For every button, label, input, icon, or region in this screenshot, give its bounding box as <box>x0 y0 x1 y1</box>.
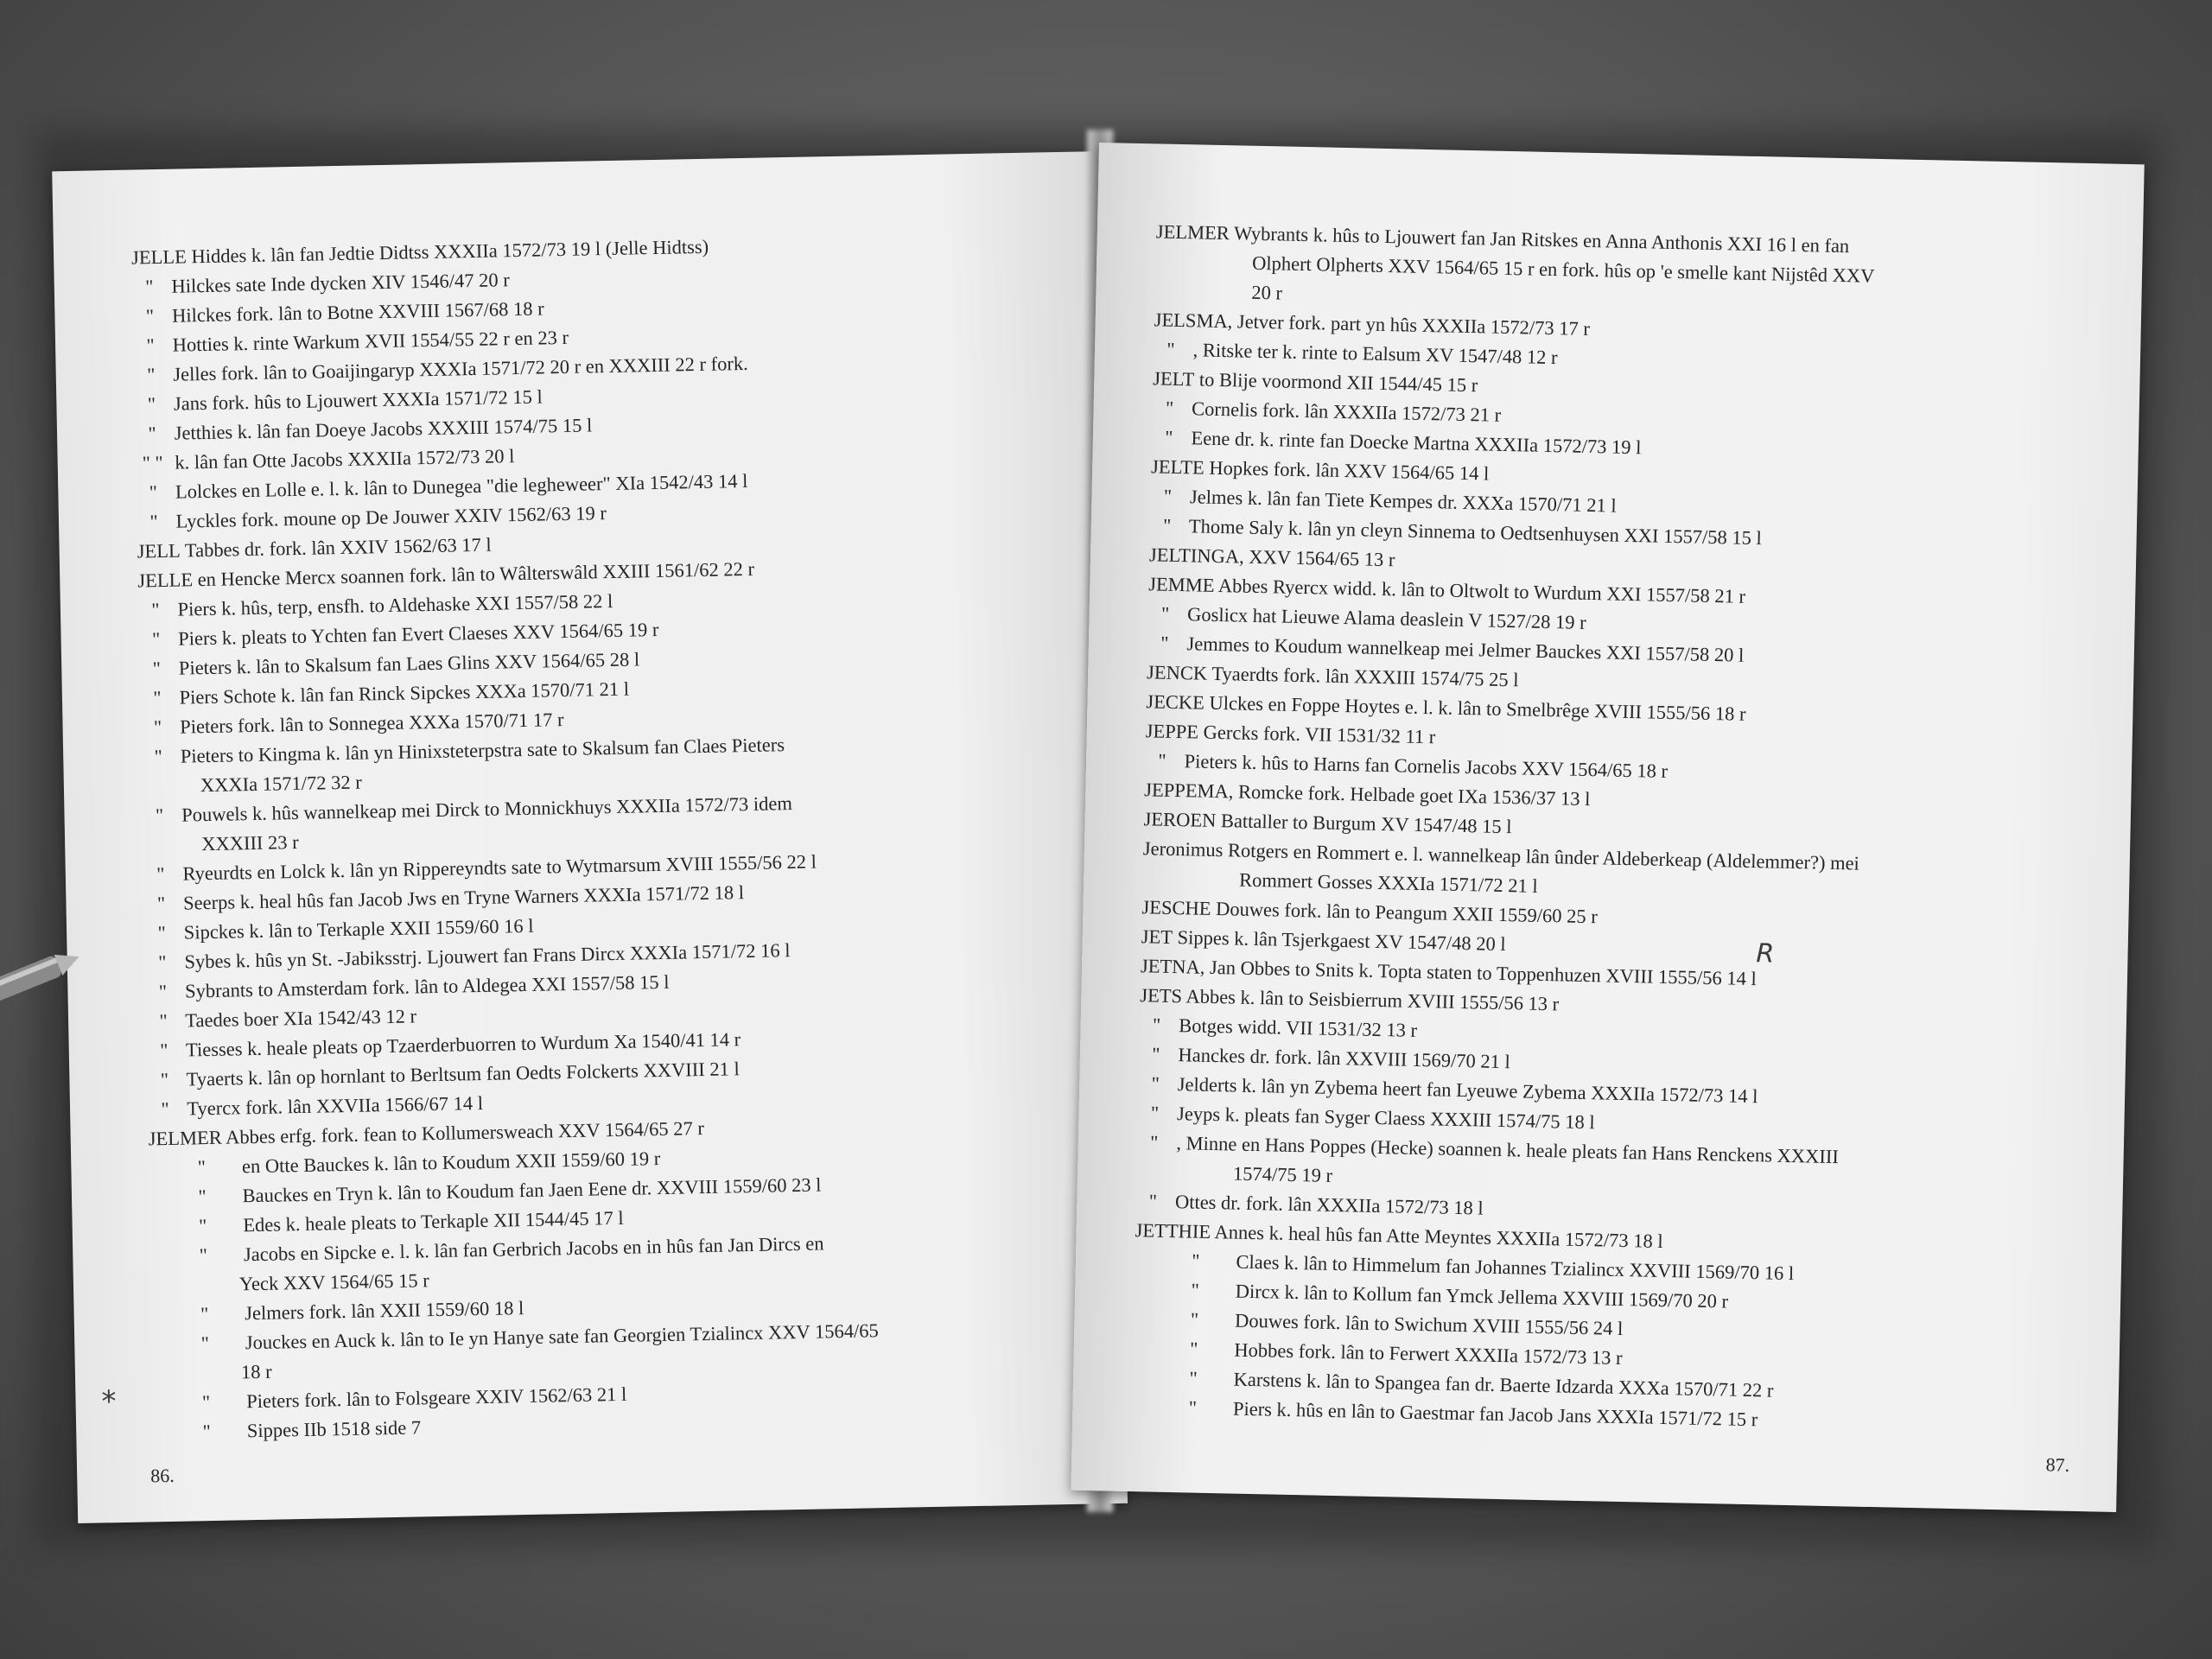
entry-text: Abbes erfg. fork. fean to Kollumersweach XXV 1564/65 27 r <box>225 1117 705 1148</box>
ditto-mark: " <box>200 1332 210 1355</box>
entry-text: Jan Obbes to Snits k. Topta staten to Toppenhuzen XVIII 1555/56 14 l <box>1209 956 1757 990</box>
entry-surname: JELMER <box>148 1126 222 1150</box>
entry-text: k. lân fan Otte Jacobs XXXIIa 1572/73 20 l <box>175 445 515 474</box>
ditto-mark: " <box>146 334 155 357</box>
entry-text: Tabbes dr. fork. lân XXIV 1562/63 17 l <box>184 533 492 562</box>
handwritten-r-mark: R <box>1756 938 1775 969</box>
entry-text: Piers k. hûs, terp, ensfh. to Aldehaske XXI 1557/58 22 l <box>177 589 613 620</box>
entry-surname: JELTINGA, <box>1148 543 1245 568</box>
entry-text: Goslicx hat Lieuwe Alama deaslein V 1527/28 19 r <box>1186 603 1586 633</box>
entry-text: Battaller to Burgum XV 1547/48 15 l <box>1220 810 1512 838</box>
entry-text: Yeck XXV 1564/65 15 r <box>238 1269 429 1295</box>
entry-surname: JET <box>1141 925 1173 948</box>
entry-text: Ryeurdts en Lolck k. lân yn Rippereyndts sate to Wytmarsum XVIII 1555/56 22 l <box>182 850 817 885</box>
entry-text: Douwes fork. lân to Swichum XVIII 1555/56 24 l <box>1234 1309 1624 1339</box>
ditto-mark: " <box>1166 338 1175 360</box>
entry-text: Hilckes sate Inde dycken XIV 1546/47 20 r <box>171 269 510 297</box>
entry-text: Lyckles fork. moune op De Jouwer XXIV 1562/63 19 r <box>175 502 607 532</box>
ditto-mark: " <box>1162 514 1172 537</box>
right-page-number: 87. <box>2045 1453 2070 1476</box>
ditto-mark: " <box>159 1039 168 1062</box>
entry-surname: JEPPE <box>1145 720 1199 743</box>
entry-text: Eene dr. k. rinte fan Doecke Martna XXXIIa 1572/73 19 l <box>1191 427 1642 459</box>
entry-surname: JELLE <box>137 569 194 592</box>
entry-text: Edes k. heale pleats to Terkaple XII 1544/45 17 l <box>243 1206 624 1236</box>
entry-text: Ottes dr. fork. lân XXXIIa 1572/73 18 l <box>1174 1191 1484 1219</box>
entry-surname: JECKE <box>1146 690 1205 714</box>
ditto-mark: " <box>145 305 155 327</box>
entry-text: Jouckes en Auck k. lân to Ie yn Hanye sate fan Georgien Tzialincx XXV 1564/65 <box>245 1319 879 1354</box>
ditto-mark: " <box>149 511 158 533</box>
entry-text: Ulckes en Foppe Hoytes e. l. k. lân to Smelbrêge XVIII 1555/56 18 r <box>1209 691 1746 725</box>
ditto-mark: " <box>149 481 158 504</box>
entry-text: Rommert Gosses XXXIa 1571/72 21 l <box>1238 868 1538 897</box>
entry-text: Dircx k. lân to Kollum fan Ymck Jellema XXVIII 1569/70 20 r <box>1235 1280 1729 1313</box>
entry-text: Jeyps k. pleats fan Syger Claess XXXIII 1574/75 18 l <box>1176 1103 1595 1134</box>
entry-text: Hiddes k. lân fan Jedtie Didtss XXXIIa 1572/73 19 l (Jelle Hidtss) <box>191 235 709 268</box>
entry-text: 20 r <box>1251 281 1283 304</box>
entry-text: Gercks fork. VII 1531/32 11 r <box>1203 721 1436 748</box>
entry-surname: JEROEN <box>1143 808 1217 832</box>
entry-text: 1574/75 19 r <box>1232 1162 1333 1186</box>
entry-text: Pieters to Kingma k. lân yn Hinixsteterpstra sate to Skalsum fan Claes Pieters <box>180 734 785 767</box>
ditto-mark: " <box>1150 1102 1160 1124</box>
ditto-mark: " <box>202 1421 212 1443</box>
entry-text: Abbes Ryercx widd. k. lân to Oltwolt to Wurdum XXI 1557/58 21 r <box>1217 575 1746 607</box>
entry-text: en Otte Bauckes k. lân to Koudum XXII 1559/60 19 r <box>241 1147 661 1178</box>
entry-text: Thome Saly k. lân yn cleyn Sinnema to Oedtsenhuysen XXI 1557/58 15 l <box>1188 515 1763 550</box>
entry-text: Sippes IIb 1518 side 7 <box>246 1416 422 1442</box>
entry-text: Wybrants k. hûs to Ljouwert fan Jan Ritskes en Anna Anthonis XXI 16 l en fan <box>1233 222 1850 257</box>
entry-text: Tiesses k. heale pleats op Tzaerderbuorren to Wurdum Xa 1540/41 14 r <box>185 1028 741 1061</box>
entry-surname: JELLE <box>130 245 188 269</box>
entry-text: Claes k. lân to Himmelum fan Johannes Tzialincx XXVIII 1569/70 16 l <box>1236 1250 1795 1285</box>
entry-text: Piers k. hûs en lân to Gaestmar fan Jacob Jans XXXIa 1571/72 15 r <box>1232 1397 1758 1431</box>
entry-surname: JESCHE <box>1141 896 1211 919</box>
entry-text: Karstens k. lân to Spangea fan dr. Baerte Idzarda XXXa 1570/71 22 r <box>1233 1368 1774 1402</box>
entry-text: Tyaerdts fork. lân XXXIII 1574/75 25 l <box>1211 662 1519 691</box>
entry-surname: JELTE <box>1150 455 1205 479</box>
entry-text: Jeronimus Rotgers en Rommert e. l. wannelkeap lân ûnder Aldeberkeap (Aldelemmer?) mei <box>1142 837 1860 874</box>
entry-text: Pieters k. lân to Skalsum fan Laes Glins XXV 1564/65 28 l <box>178 648 640 679</box>
entry-text: Abbes k. lân to Seisbierrum XVIII 1555/56 13 r <box>1185 985 1560 1015</box>
entry-text: XXV 1564/65 13 r <box>1249 545 1395 571</box>
ditto-mark: " <box>198 1185 207 1208</box>
entry-text: Pieters k. hûs to Harns fan Cornelis Jacobs XXV 1564/65 18 r <box>1184 750 1669 782</box>
ditto-mark: " <box>146 364 156 386</box>
entry-surname: JETNA, <box>1140 955 1205 978</box>
ditto-mark: " <box>153 687 162 709</box>
entry-surname: JELT <box>1153 367 1195 391</box>
ditto-mark: " <box>157 950 167 974</box>
entry-text: Hopkes fork. lân XXV 1564/65 14 l <box>1209 456 1490 485</box>
ditto-mark: " <box>151 599 160 621</box>
entry-text: Sybrants to Amsterdam fork. lân to Aldegea XXI 1557/58 15 l <box>184 970 670 1002</box>
entry-surname: JENCK <box>1146 661 1208 684</box>
ditto-mark: " <box>154 746 163 768</box>
entry-text: Seerps k. heal hûs fan Jacob Jws en Tryne Warners XXXIa 1571/72 18 l <box>182 881 745 914</box>
left-page-number: 86. <box>149 1464 175 1487</box>
ditto-mark: " <box>1190 1308 1199 1331</box>
ditto-mark: " <box>159 1009 168 1033</box>
entry-text: Jelmes k. lân fan Tiete Kempes dr. XXXa 1570/71 21 l <box>1189 486 1617 517</box>
ditto-mark: " <box>151 628 161 651</box>
entry-text: Annes k. heal hûs fan Atte Meyntes XXXIIa 1572/73 18 l <box>1214 1221 1663 1252</box>
entry-text: , Minne en Hans Poppes (Hecke) soannen k. heale pleats fan Hans Renckens XXXIII <box>1176 1132 1840 1168</box>
ditto-mark: " <box>147 393 156 416</box>
entry-text: Lolckes en Lolle e. l. k. lân to Dunegea "die legheweer" XIa 1542/43 14 l <box>175 469 748 503</box>
ditto-mark: " <box>1163 485 1173 507</box>
ditto-mark: " <box>198 1215 207 1237</box>
entry-text: Piers k. pleats to Ychten fan Evert Claeses XXV 1564/65 19 r <box>178 618 659 650</box>
ditto-mark: " <box>152 658 162 680</box>
entry-text: XXXIII 23 r <box>200 830 299 855</box>
ditto-mark: " <box>200 1303 209 1325</box>
handwritten-asterisk-mark: * <box>101 1384 117 1420</box>
entry-text: 18 r <box>240 1360 272 1383</box>
ditto-mark: " <box>155 804 164 827</box>
ditto-mark: " <box>161 1097 169 1121</box>
ditto-mark: " <box>1165 397 1174 419</box>
left-page-text <box>131 225 1127 1447</box>
ditto-mark: " <box>1152 1043 1160 1065</box>
ditto-mark: " <box>1189 1338 1198 1360</box>
entry-text: Jetthies k. lân fan Doeye Jacobs XXXIII 1574/75 15 l <box>174 414 593 444</box>
entry-text: XXXIa 1571/72 32 r <box>200 771 362 797</box>
ditto-mark: " <box>156 862 165 886</box>
ditto-mark: " <box>1151 1072 1160 1095</box>
entry-text: Romcke fork. Helbade goet IXa 1536/37 13 l <box>1237 780 1591 810</box>
left-page <box>52 151 1128 1523</box>
ditto-mark: " <box>1160 632 1169 654</box>
ditto-mark: " <box>160 1068 169 1091</box>
entry-text: Taedes boer XIa 1542/43 12 r <box>185 1005 417 1032</box>
entry-text: Pouwels k. hûs wannelkeap mei Dirck to Monnickhuys XXXIIa 1572/73 idem <box>181 792 793 826</box>
ditto-mark: " <box>1158 749 1166 772</box>
entry-text: Pieters fork. lân to Folsgeare XXIV 1562/63 21 l <box>245 1382 627 1413</box>
entry-text: Hanckes dr. fork. lân XXVIII 1569/70 21 l <box>1178 1044 1511 1073</box>
ditto-mark: " <box>1165 426 1173 448</box>
ditto-mark: " <box>148 423 156 445</box>
entry-text: Tyercx fork. lân XXVIIa 1566/67 14 l <box>187 1091 484 1120</box>
entry-text: Bauckes en Tryn k. lân to Koudum fan Jaen Eene dr. XXVIII 1559/60 23 l <box>242 1173 822 1207</box>
entry-text: Jacobs en Sipcke e. l. k. lân fan Gerbrich Jacobs en in hûs fan Jan Dircs en <box>243 1232 824 1266</box>
ditto-mark: " <box>1189 1367 1198 1389</box>
entry-surname: JEMME <box>1148 573 1215 596</box>
ditto-mark: " <box>156 892 166 915</box>
entry-text: Pieters fork. lân to Sonnegea XXXa 1570/71 17 r <box>179 709 564 738</box>
ditto-mark: " <box>153 716 162 739</box>
entry-text: Cornelis fork. lân XXXIIa 1572/73 21 r <box>1191 397 1502 426</box>
entry-text: Jetver fork. part yn hûs XXXIIa 1572/73 17 r <box>1236 310 1591 340</box>
entry-text: Hilckes fork. lân to Botne XXVIII 1567/68 18 r <box>171 297 544 327</box>
ditto-mark: " <box>201 1391 211 1414</box>
ditto-mark: " <box>1188 1396 1198 1419</box>
entry-surname: JELMER <box>1155 220 1230 245</box>
ditto-mark: " <box>1148 1190 1158 1212</box>
right-page <box>1071 143 2144 1512</box>
entry-surname: JELSMA, <box>1154 308 1233 333</box>
entry-text: Sybes k. hûs yn St. -Jabiksstrj. Ljouwert fan Frans Dircx XXXIa 1571/72 16 l <box>184 939 791 973</box>
entry-text: Jans fork. hûs to Ljouwert XXXIa 1571/72 15 l <box>173 385 543 415</box>
entry-text: Douwes fork. lân to Peangum XXII 1559/60 25 r <box>1215 898 1599 928</box>
ditto-mark: " <box>199 1244 208 1267</box>
ditto-mark: " <box>1192 1249 1200 1272</box>
entry-surname: JETTHIE <box>1135 1219 1211 1243</box>
ditto-mark: " <box>197 1156 207 1179</box>
ditto-mark: " <box>144 276 154 298</box>
entry-surname: JETS <box>1140 984 1183 1007</box>
entry-text: Hobbes fork. lân to Ferwert XXXIIa 1572/73 13 r <box>1234 1338 1623 1369</box>
right-page-text <box>1131 217 2143 1442</box>
entry-text: Jelderts k. lân yn Zybema heert fan Lyeuwe Zybema XXXIIa 1572/73 14 l <box>1177 1073 1758 1108</box>
entry-surname: JEPPEMA, <box>1144 779 1234 803</box>
entry-surname: JELL <box>137 539 181 563</box>
entry-text: Sippes k. lân Tsjerkgaest XV 1547/48 20 l <box>1177 926 1506 956</box>
entry-text: en Hencke Mercx soannen fork. lân to Wâlterswâld XXIII 1561/62 22 r <box>197 557 755 591</box>
entry-text: Hotties k. rinte Warkum XVII 1554/55 22 r en 23 r <box>172 326 569 356</box>
entry-text: to Blije voormond XII 1544/45 15 r <box>1198 368 1478 397</box>
entry-text: Jemmes to Koudum wannelkeap mei Jelmer Bauckes XXI 1557/58 20 l <box>1186 632 1745 666</box>
ditto-mark: " " <box>142 451 163 474</box>
entry-text: , Ritske ter k. rinte to Ealsum XV 1547/48 12 r <box>1192 339 1558 369</box>
entry-text: Piers Schote k. lân fan Rinck Sipckes XXXa 1570/71 21 l <box>179 677 630 709</box>
entry-text: Jelles fork. lân to Goaijingaryp XXXIa 1571/72 20 r en XXXIII 22 r fork. <box>173 352 748 385</box>
entry-text: Jelmers fork. lân XXII 1559/60 18 l <box>245 1297 524 1325</box>
entry-text: Botges widd. VII 1531/32 13 r <box>1178 1014 1418 1041</box>
entry-text: Olphert Olpherts XXV 1564/65 15 r en fork. hûs op 'e smelle kant Nijstêd XXV <box>1251 251 1875 287</box>
ditto-mark: " <box>158 980 168 1003</box>
entry-text: Sipckes k. lân to Terkaple XXII 1559/60 16 l <box>183 914 534 944</box>
ditto-mark: " <box>1191 1279 1200 1301</box>
ditto-mark: " <box>157 921 166 944</box>
ditto-mark: " <box>1149 1131 1159 1154</box>
entry-text: Tyaerts k. lân op hornlant to Berltsum fan Oedts Folckerts XXVIII 21 l <box>186 1058 740 1090</box>
ditto-mark: " <box>1152 1014 1161 1036</box>
ditto-mark: " <box>1160 602 1170 625</box>
